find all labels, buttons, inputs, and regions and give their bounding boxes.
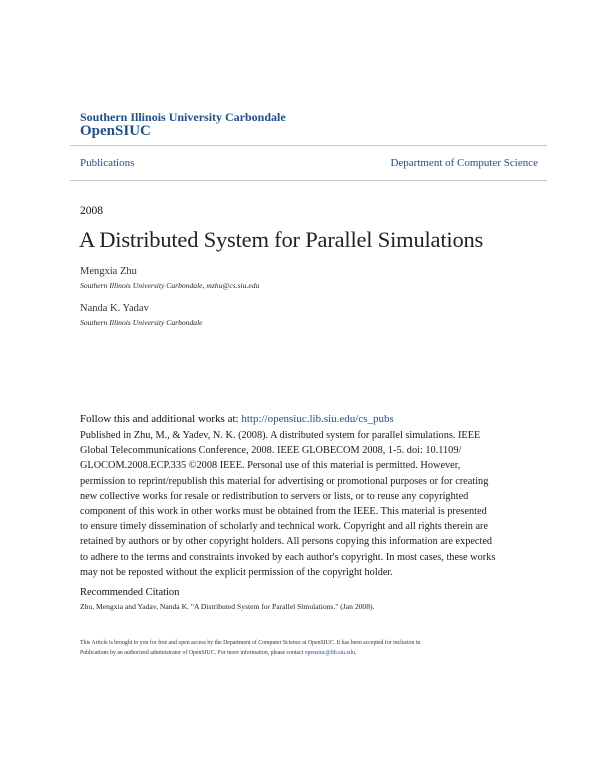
notice-line: retained by authors or by other copyright holders. All persons copying this information are expected bbox=[80, 536, 493, 548]
notice-line: component of this work in other works must be obtained from the IEEE. This material is presented bbox=[80, 506, 487, 518]
article-title: A Distributed System for Parallel Simulations bbox=[79, 227, 484, 252]
access-footer bbox=[80, 638, 520, 658]
notice-line: Published in Zhu, M., & Yadev, N. K. (2008). A distributed system for parallel simulations. IEEE bbox=[80, 430, 481, 441]
notice-line: to adhere to the terms and constraints invoked by each author's copyright. In most cases, these works bbox=[80, 551, 496, 563]
author-affiliation: Southern Illinois University Carbondale, mzhu@cs.siu.edu bbox=[80, 281, 260, 290]
institution-name[interactable]: Southern Illinois University Carbondale bbox=[80, 110, 286, 124]
repository-name[interactable]: OpenSIUC bbox=[80, 123, 151, 139]
notice-line: permission to reprint/republish this material for advertising or promotional purposes or for creating bbox=[80, 475, 489, 487]
recommended-citation-text: Zhu, Mengxia and Yadav, Nanda K. "A Distributed System for Parallel Simulations." (Jan 2008). bbox=[80, 602, 375, 611]
notice-line: may not be reposted without the explicit permission of the copyright holder. bbox=[80, 566, 393, 578]
footer-prefix: Publications by an authorized administrator of OpenSIUC. For more information, please contact bbox=[80, 650, 305, 656]
footer-suffix: . bbox=[354, 650, 357, 656]
notice-line: new collective works for resale or redistribution to servers or lists, or to reuse any copyrighted bbox=[80, 490, 469, 502]
header-divider-top bbox=[70, 145, 547, 146]
footer-line bbox=[80, 648, 520, 658]
contact-email-link[interactable]: opensiuc@lib.siu.edu bbox=[304, 650, 355, 656]
publications-link[interactable]: Publications bbox=[80, 157, 135, 169]
author-name: Mengxia Zhu bbox=[80, 266, 137, 277]
follow-link[interactable]: http://opensiuc.lib.siu.edu/cs_pubs bbox=[241, 413, 394, 425]
author-name: Nanda K. Yadav bbox=[80, 303, 149, 314]
notice-line: Global Telecommunications Conference, 2008. IEEE GLOBECOM 2008, 1-5. doi: 10.1109/ bbox=[80, 445, 462, 457]
follow-line bbox=[80, 413, 394, 425]
footer-line: This Article is brought to you for free and open access by the Department of Computer Science at OpenSIUC. It has been accepted for inclusion in bbox=[80, 640, 421, 646]
follow-prefix: Follow this and additional works at: bbox=[80, 413, 242, 425]
recommended-citation-heading: Recommended Citation bbox=[80, 587, 180, 598]
notice-line: GLOCOM.2008.ECP.335 ©2008 IEEE. Personal use of this material is permitted. However, bbox=[80, 460, 461, 472]
department-link[interactable]: Department of Computer Science bbox=[390, 157, 538, 169]
author-affiliation: Southern Illinois University Carbondale bbox=[80, 318, 203, 327]
notice-line: to ensure timely dissemination of scholarly and technical work. Copyright and all rights therein are bbox=[80, 521, 489, 533]
publication-year: 2008 bbox=[80, 205, 103, 217]
header-divider-bottom bbox=[70, 180, 547, 181]
publication-notice bbox=[80, 428, 525, 580]
